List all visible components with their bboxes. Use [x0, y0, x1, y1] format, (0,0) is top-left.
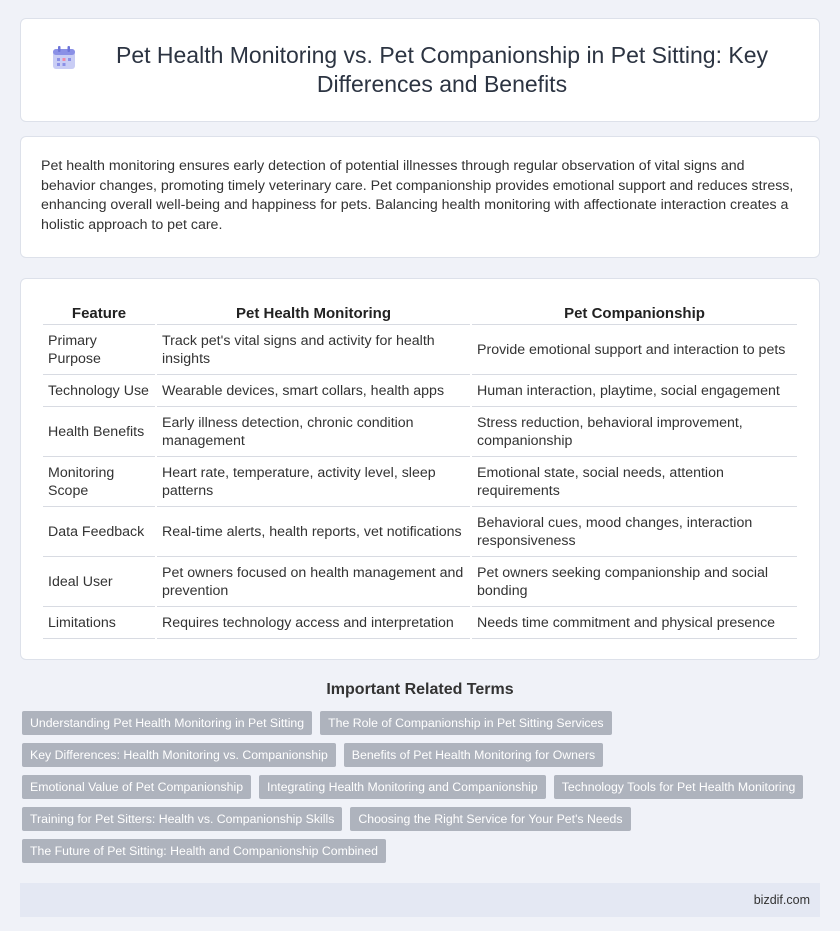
- row-feature: Primary Purpose: [43, 325, 155, 375]
- table-row: [43, 607, 797, 639]
- row-companionship: Human interaction, playtime, social engagement: [472, 375, 797, 407]
- row-companionship: Pet owners seeking companionship and social bonding: [472, 557, 797, 607]
- row-health-monitoring: Pet owners focused on health management and prevention: [157, 557, 470, 607]
- row-companionship: Stress reduction, behavioral improvement, companionship: [472, 407, 797, 457]
- table-row: [43, 407, 797, 457]
- row-companionship: Provide emotional support and interaction to pets: [472, 325, 797, 375]
- calendar-icon: [51, 45, 77, 71]
- row-health-monitoring: Early illness detection, chronic condition management: [157, 407, 470, 457]
- related-term-tag[interactable]: The Role of Companionship in Pet Sitting Services: [320, 711, 611, 735]
- row-health-monitoring: Requires technology access and interpretation: [157, 607, 470, 639]
- page-title: Pet Health Monitoring vs. Pet Companionship in Pet Sitting: Key Differences and Benefits: [115, 42, 768, 97]
- related-term-tag[interactable]: Technology Tools for Pet Health Monitoring: [554, 775, 804, 799]
- related-term-tag[interactable]: The Future of Pet Sitting: Health and Companionship Combined: [22, 839, 386, 863]
- row-health-monitoring: Wearable devices, smart collars, health apps: [157, 375, 470, 407]
- related-term-tag[interactable]: Choosing the Right Service for Your Pet's Needs: [350, 807, 630, 831]
- related-terms-list: [22, 711, 818, 871]
- table-header-row: [43, 301, 797, 325]
- row-health-monitoring: Heart rate, temperature, activity level, sleep patterns: [157, 457, 470, 507]
- footer-brand[interactable]: bizdif.com: [753, 893, 810, 907]
- footer: [20, 883, 820, 917]
- row-companionship: Behavioral cues, mood changes, interaction responsiveness: [472, 507, 797, 557]
- row-feature: Monitoring Scope: [43, 457, 155, 507]
- row-feature: Technology Use: [43, 375, 155, 407]
- related-term-tag[interactable]: Emotional Value of Pet Companionship: [22, 775, 251, 799]
- table-row: [43, 457, 797, 507]
- row-health-monitoring: Track pet's vital signs and activity for health insights: [157, 325, 470, 375]
- table-row: [43, 325, 797, 375]
- row-feature: Ideal User: [43, 557, 155, 607]
- comparison-card: [20, 278, 820, 660]
- related-terms-title: Important Related Terms: [326, 681, 514, 698]
- intro-paragraph: Pet health monitoring ensures early detection of potential illnesses through regular observation of vital signs and behavior changes, promoting timely veterinary care. Pet companionship provides emotional support and reduces stress, enhancing overall well-being and happiness for pets. Balancing health monitoring with affectionate interaction creates a holistic approach to pet care.: [41, 158, 794, 233]
- table-row: [43, 507, 797, 557]
- row-feature: Health Benefits: [43, 407, 155, 457]
- related-term-tag[interactable]: Benefits of Pet Health Monitoring for Owners: [344, 743, 603, 767]
- related-term-tag[interactable]: Integrating Health Monitoring and Companionship: [259, 775, 546, 799]
- related-term-tag[interactable]: Understanding Pet Health Monitoring in Pet Sitting: [22, 711, 312, 735]
- row-companionship: Emotional state, social needs, attention requirements: [472, 457, 797, 507]
- header-health-monitoring: Pet Health Monitoring: [157, 301, 470, 325]
- related-term-tag[interactable]: Training for Pet Sitters: Health vs. Companionship Skills: [22, 807, 342, 831]
- table-row: [43, 557, 797, 607]
- intro-card: [20, 136, 820, 258]
- row-feature: Limitations: [43, 607, 155, 639]
- comparison-table: [41, 301, 799, 639]
- header-feature: Feature: [43, 301, 155, 325]
- row-companionship: Needs time commitment and physical presence: [472, 607, 797, 639]
- header-companionship: Pet Companionship: [472, 301, 797, 325]
- table-row: [43, 375, 797, 407]
- row-feature: Data Feedback: [43, 507, 155, 557]
- header-card: [20, 18, 820, 122]
- row-health-monitoring: Real-time alerts, health reports, vet notifications: [157, 507, 470, 557]
- related-term-tag[interactable]: Key Differences: Health Monitoring vs. Companionship: [22, 743, 336, 767]
